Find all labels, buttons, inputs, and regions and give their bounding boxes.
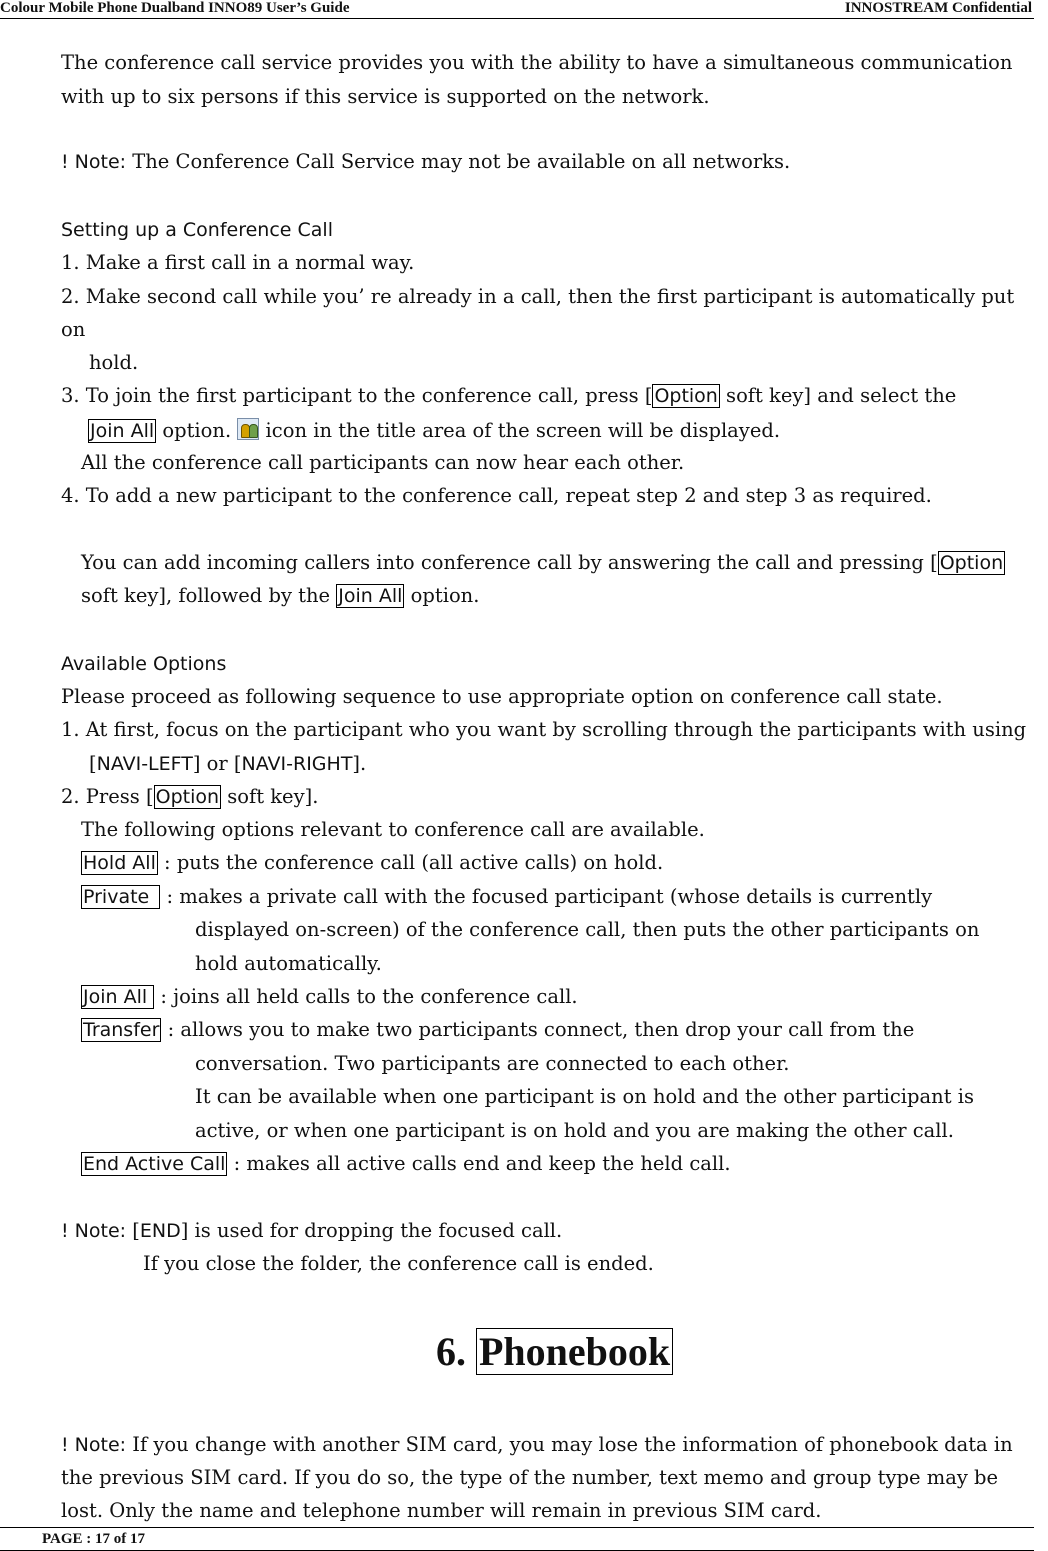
text-run: ] is used for dropping the focused call. [180, 1219, 563, 1242]
header-title: Colour Mobile Phone Dualband INNO89 User’s Guide [0, 0, 350, 16]
option-hold-all [81, 851, 663, 875]
setup-add-line-1 [81, 551, 1005, 575]
text-run: : makes all active calls end and keep the held call. [227, 1152, 731, 1175]
text-run: [ [89, 752, 97, 775]
text-run: If you change with another SIM card, you may lose the information of phonebook data in [126, 1433, 1013, 1456]
option-key-label: Option [654, 385, 718, 407]
option-transfer [81, 1018, 914, 1042]
conference-icon [237, 418, 259, 440]
options-step-1-line-1: 1. At first, focus on the participant who you want by scrolling through the participants with using [61, 718, 1027, 741]
intro-line-2: with up to six persons if this service is supported on the network. [61, 85, 710, 108]
join-all-label: Join All [90, 420, 155, 442]
header-confidential: INNOSTREAM Confidential [844, 0, 1032, 16]
text-run: option. [404, 584, 480, 607]
phonebook-note-line-3: lost. Only the name and telephone number will remain in previous SIM card. [61, 1499, 822, 1522]
text-run: : joins all held calls to the conference call. [154, 985, 578, 1008]
phonebook-note-line-1 [61, 1433, 1013, 1457]
setup-add-line-2 [81, 584, 479, 608]
options-heading: Available Options [61, 653, 227, 675]
setup-heading: Setting up a Conference Call [61, 219, 333, 241]
text-run: : puts the conference call (all active calls) on hold. [157, 851, 664, 874]
page-footer [0, 1527, 1034, 1551]
note-label: ! Note: [61, 1434, 127, 1456]
private-label: Private [81, 885, 160, 909]
text-run: soft key], followed by the [81, 584, 337, 607]
setup-step-4: 4. To add a new participant to the conference call, repeat step 2 and step 3 as required. [61, 484, 932, 507]
setup-step-3-line-2 [88, 418, 780, 443]
options-step-2 [61, 785, 318, 809]
chapter-number: 6. [436, 1329, 476, 1374]
text-run: icon in the title area of the screen will be displayed. [259, 419, 781, 442]
options-list-intro: The following options relevant to conference call are available. [81, 818, 705, 841]
text-run: [ [126, 1219, 140, 1242]
transfer-label: Transfer [83, 1019, 160, 1041]
hold-all-label: Hold All [83, 852, 156, 874]
options-step-1-line-2 [89, 752, 366, 776]
option-private-line-2: displayed on-screen) of the conference call, then puts the other participants on [195, 918, 980, 941]
end-key: END [139, 1220, 181, 1242]
options-intro: Please proceed as following sequence to use appropriate option on conference call state. [61, 685, 943, 708]
setup-step-3-line-3: All the conference call participants can now hear each other. [81, 451, 685, 474]
option-transfer-line-3: It can be available when one participant is on hold and the other participant is [195, 1085, 974, 1108]
option-key-label: Option [155, 786, 220, 808]
chapter-title: Phonebook [476, 1328, 673, 1375]
setup-step-3-line-1 [61, 384, 956, 408]
navi-right-key: NAVI-RIGHT [241, 753, 353, 775]
option-private [81, 885, 932, 909]
note-text: The Conference Call Service may not be available on all networks. [126, 150, 791, 173]
note-label: ! Note: [61, 151, 127, 173]
text-run: : allows you to make two participants connect, then drop your call from the [161, 1018, 915, 1041]
option-key-label: Option [939, 552, 1004, 574]
join-all-label: Join All [338, 585, 403, 607]
option-transfer-line-2: conversation. Two participants are connected to each other. [195, 1052, 790, 1075]
text-run: soft key] and select the [719, 384, 957, 407]
setup-step-2-line-3: hold. [89, 351, 139, 374]
text-run: ]. [352, 752, 367, 775]
join-all-label: Join All [81, 985, 154, 1009]
intro-line-1: The conference call service provides you with the ability to have a simultaneous communication [61, 51, 1013, 74]
option-end-active-call [81, 1152, 731, 1176]
option-private-line-3: hold automatically. [195, 952, 382, 975]
option-join-all [81, 985, 578, 1009]
options-note [61, 1219, 562, 1243]
note-label: ! Note: [61, 1220, 127, 1242]
text-run: soft key]. [221, 785, 319, 808]
end-active-call-label: End Active Call [83, 1153, 226, 1175]
option-transfer-line-4: active, or when one participant is on hold and you are making the other call. [195, 1119, 954, 1142]
intro-note [61, 150, 790, 174]
text-run: You can add incoming callers into conference call by answering the call and pressing [ [81, 551, 938, 574]
navi-left-key: NAVI-LEFT [96, 753, 193, 775]
text-run: option. [156, 419, 238, 442]
setup-step-2-line-1: 2. Make second call while you’ re already in a call, then the first participant is automatically put [61, 285, 1015, 308]
text-run: 3. To join the first participant to the conference call, press [ [61, 384, 653, 407]
page-header [0, 0, 1034, 19]
text-run: ] or [ [192, 752, 242, 775]
setup-step-1: 1. Make a first call in a normal way. [61, 251, 415, 274]
setup-step-2-line-2: on [61, 318, 86, 341]
text-run: : makes a private call with the focused participant (whose details is currently [160, 885, 933, 908]
chapter-heading [436, 1328, 673, 1376]
text-run: 2. Press [ [61, 785, 154, 808]
page-number: PAGE : 17 of 17 [42, 1531, 146, 1547]
options-note-line-2: If you close the folder, the conference call is ended. [143, 1252, 654, 1275]
phonebook-note-line-2: the previous SIM card. If you do so, the type of the number, text memo and group type may be [61, 1466, 999, 1489]
